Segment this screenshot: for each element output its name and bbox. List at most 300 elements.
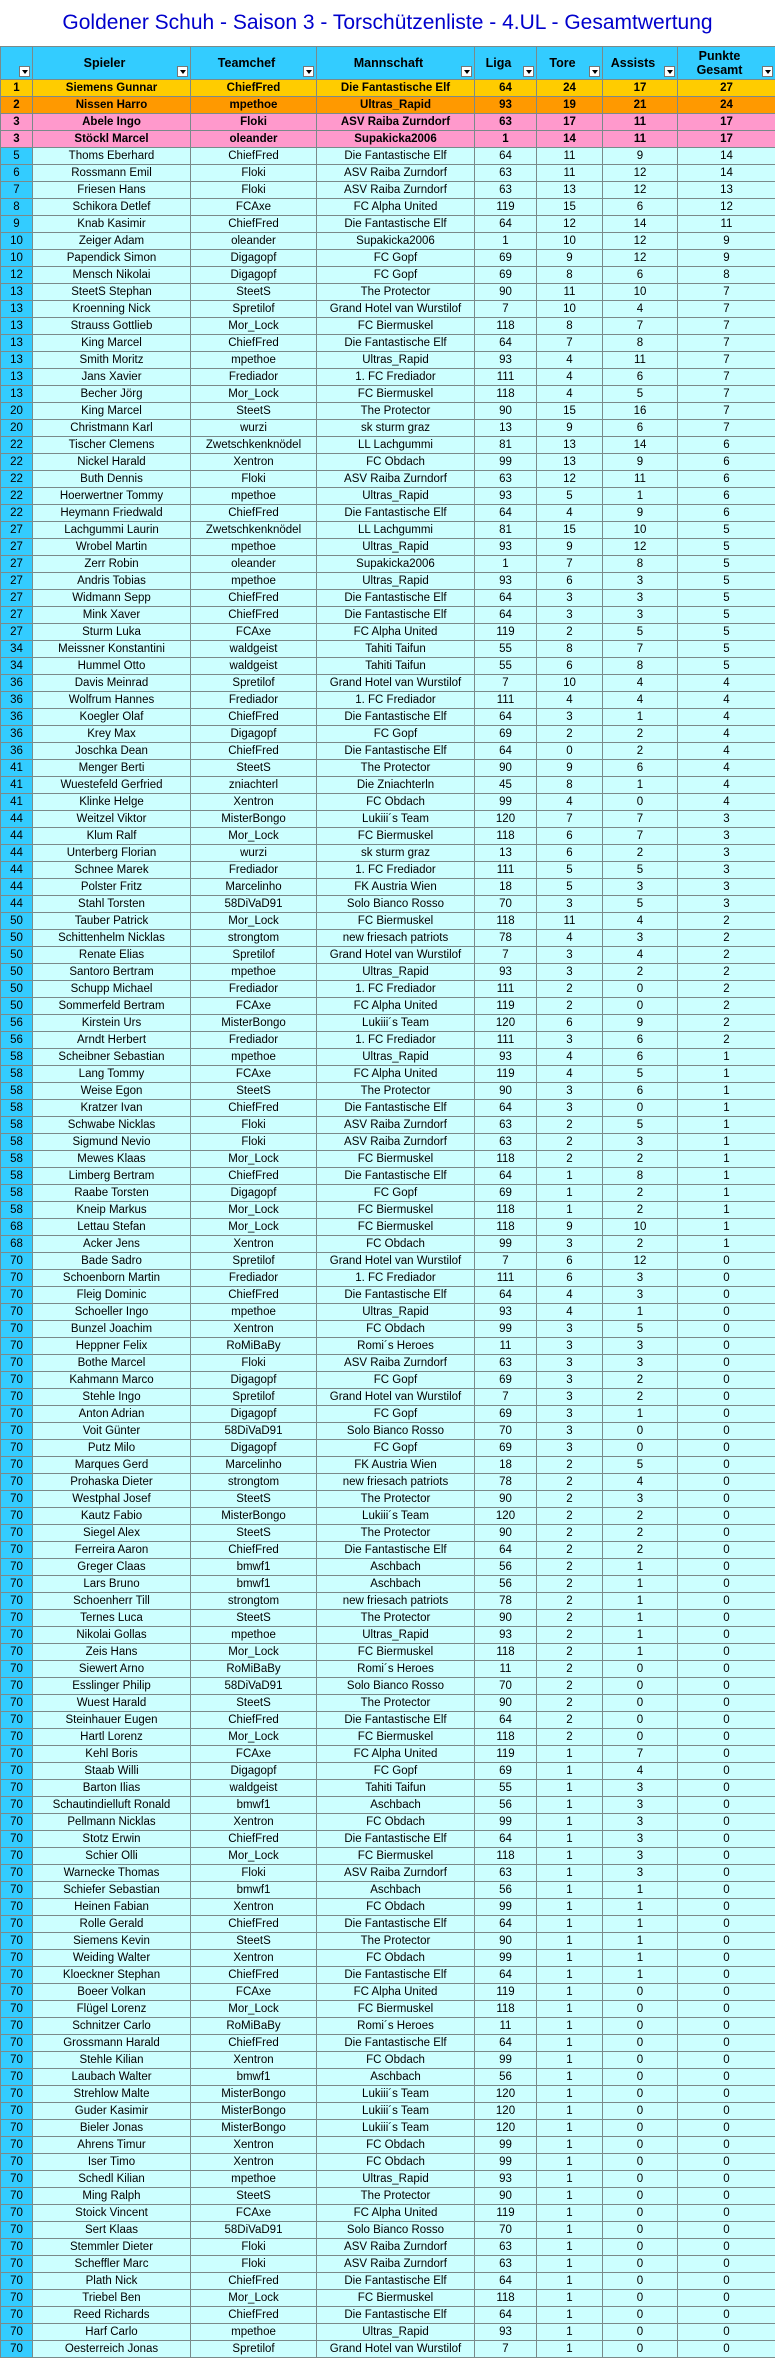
rank-cell: 27 [1, 607, 33, 624]
teamchef-cell: mpethoe [191, 2171, 317, 2188]
teamchef-cell: waldgeist [191, 1780, 317, 1797]
player-cell: Nickel Harald [33, 454, 191, 471]
assists-cell: 0 [603, 1661, 678, 1678]
rank-cell: 70 [1, 2324, 33, 2341]
goals-cell: 1 [537, 2137, 603, 2154]
goals-cell: 10 [537, 301, 603, 318]
table-row [1, 522, 775, 539]
team-cell: Die Fantastische Elf [317, 1542, 475, 1559]
assists-cell: 0 [603, 1423, 678, 1440]
goals-cell: 3 [537, 1372, 603, 1389]
player-cell: Kloeckner Stephan [33, 1967, 191, 1984]
goals-cell: 1 [537, 2154, 603, 2171]
assists-cell: 1 [603, 1933, 678, 1950]
player-cell: Wolfrum Hannes [33, 692, 191, 709]
team-cell: Die Fantastische Elf [317, 1168, 475, 1185]
filter-dropdown-icon[interactable] [303, 66, 314, 77]
liga-cell: 118 [475, 1848, 537, 1865]
assists-cell: 9 [603, 505, 678, 522]
table-row [1, 1763, 775, 1780]
table-row [1, 301, 775, 318]
teamchef-cell: oleander [191, 233, 317, 250]
points-cell: 7 [678, 352, 775, 369]
rank-cell: 6 [1, 165, 33, 182]
player-cell: Friesen Hans [33, 182, 191, 199]
rank-cell: 22 [1, 454, 33, 471]
team-cell: The Protector [317, 1933, 475, 1950]
table-row [1, 692, 775, 709]
goals-cell: 3 [537, 1338, 603, 1355]
teamchef-cell: ChiefFred [191, 1542, 317, 1559]
liga-cell: 55 [475, 658, 537, 675]
rank-cell: 68 [1, 1236, 33, 1253]
points-cell: 1 [678, 1151, 775, 1168]
table-row [1, 1831, 775, 1848]
teamchef-cell: Xentron [191, 1321, 317, 1338]
goals-cell: 1 [537, 2188, 603, 2205]
rank-cell: 44 [1, 828, 33, 845]
teamchef-cell: Digagopf [191, 1372, 317, 1389]
goals-cell: 4 [537, 369, 603, 386]
teamchef-cell: Mor_Lock [191, 1729, 317, 1746]
col-header-mannschaft[interactable] [317, 47, 475, 80]
assists-cell: 0 [603, 2103, 678, 2120]
teamchef-cell: Spretilof [191, 675, 317, 692]
team-cell: Solo Bianco Rosso [317, 1678, 475, 1695]
team-cell: The Protector [317, 1610, 475, 1627]
liga-cell: 93 [475, 1049, 537, 1066]
team-cell: Aschbach [317, 1576, 475, 1593]
goals-cell: 1 [537, 1967, 603, 1984]
team-cell: Lukiii´s Team [317, 1015, 475, 1032]
table-row [1, 1100, 775, 1117]
teamchef-cell: SteetS [191, 1695, 317, 1712]
teamchef-cell: Floki [191, 1355, 317, 1372]
assists-cell: 1 [603, 1899, 678, 1916]
points-cell: 1 [678, 1202, 775, 1219]
points-cell: 1 [678, 1219, 775, 1236]
teamchef-cell: FCAxe [191, 1746, 317, 1763]
liga-cell: 99 [475, 1236, 537, 1253]
player-cell: Flügel Lorenz [33, 2001, 191, 2018]
player-cell: Papendick Simon [33, 250, 191, 267]
player-cell: Schautindielluft Ronald [33, 1797, 191, 1814]
col-header-teamchef[interactable] [191, 47, 317, 80]
points-cell: 0 [678, 1372, 775, 1389]
assists-cell: 2 [603, 1372, 678, 1389]
player-cell: Anton Adrian [33, 1406, 191, 1423]
points-cell: 9 [678, 250, 775, 267]
rank-cell: 13 [1, 369, 33, 386]
col-header-liga[interactable] [475, 47, 537, 80]
player-cell: Triebel Ben [33, 2290, 191, 2307]
assists-cell: 4 [603, 1763, 678, 1780]
player-cell: Nikolai Gollas [33, 1627, 191, 1644]
teamchef-cell: bmwf1 [191, 2069, 317, 2086]
liga-cell: 70 [475, 1678, 537, 1695]
filter-dropdown-icon[interactable] [589, 66, 600, 77]
player-cell: Schnee Marek [33, 862, 191, 879]
player-cell: Pellmann Nicklas [33, 1814, 191, 1831]
liga-cell: 111 [475, 862, 537, 879]
rank-cell: 70 [1, 1423, 33, 1440]
table-row [1, 1542, 775, 1559]
table-row [1, 811, 775, 828]
assists-cell: 9 [603, 454, 678, 471]
assists-cell: 0 [603, 2341, 678, 2358]
assists-cell: 3 [603, 590, 678, 607]
team-cell: FC Biermuskel [317, 1202, 475, 1219]
liga-cell: 111 [475, 981, 537, 998]
rank-cell: 10 [1, 233, 33, 250]
goals-cell: 3 [537, 607, 603, 624]
goals-cell: 3 [537, 964, 603, 981]
col-header-spieler[interactable] [33, 47, 191, 80]
goals-cell: 24 [537, 80, 603, 97]
team-cell: FC Biermuskel [317, 1219, 475, 1236]
assists-cell: 5 [603, 1117, 678, 1134]
player-cell: Santoro Bertram [33, 964, 191, 981]
teamchef-cell: Mor_Lock [191, 2290, 317, 2307]
liga-cell: 69 [475, 1406, 537, 1423]
player-cell: Steinhauer Eugen [33, 1712, 191, 1729]
team-cell: FC Biermuskel [317, 828, 475, 845]
team-cell: FC Obdach [317, 1899, 475, 1916]
assists-cell: 5 [603, 386, 678, 403]
team-cell: The Protector [317, 2188, 475, 2205]
player-cell: Grossmann Harald [33, 2035, 191, 2052]
goals-cell: 2 [537, 1576, 603, 1593]
teamchef-cell: ChiefFred [191, 709, 317, 726]
player-cell: Esslinger Philip [33, 1678, 191, 1695]
liga-cell: 1 [475, 556, 537, 573]
filter-dropdown-icon[interactable] [762, 66, 773, 77]
assists-cell: 6 [603, 267, 678, 284]
col-header-tore[interactable] [537, 47, 603, 80]
player-cell: Schupp Michael [33, 981, 191, 998]
teamchef-cell: ChiefFred [191, 2273, 317, 2290]
assists-cell: 9 [603, 148, 678, 165]
table-row [1, 318, 775, 335]
assists-cell: 12 [603, 233, 678, 250]
team-cell: FC Gopf [317, 1372, 475, 1389]
points-cell: 6 [678, 505, 775, 522]
team-cell: Ultras_Rapid [317, 488, 475, 505]
liga-cell: 93 [475, 1304, 537, 1321]
table-row [1, 1406, 775, 1423]
player-cell: Tischer Clemens [33, 437, 191, 454]
assists-cell: 0 [603, 1712, 678, 1729]
goals-cell: 4 [537, 352, 603, 369]
assists-cell: 2 [603, 964, 678, 981]
teamchef-cell: RoMiBaBy [191, 1661, 317, 1678]
liga-cell: 99 [475, 1814, 537, 1831]
table-row [1, 1474, 775, 1491]
team-cell: FK Austria Wien [317, 1457, 475, 1474]
player-cell: Stemmler Dieter [33, 2239, 191, 2256]
points-cell: 1 [678, 1117, 775, 1134]
assists-cell: 7 [603, 318, 678, 335]
teamchef-cell: strongtom [191, 1474, 317, 1491]
assists-cell: 6 [603, 1083, 678, 1100]
assists-cell: 1 [603, 488, 678, 505]
table-row [1, 1967, 775, 1984]
liga-cell: 1 [475, 233, 537, 250]
points-cell: 0 [678, 1355, 775, 1372]
liga-cell: 64 [475, 607, 537, 624]
points-cell: 4 [678, 675, 775, 692]
team-cell: ASV Raiba Zurndorf [317, 1355, 475, 1372]
teamchef-cell: RoMiBaBy [191, 2018, 317, 2035]
player-cell: Abele Ingo [33, 114, 191, 131]
team-cell: Grand Hotel van Wurstilof [317, 2341, 475, 2358]
col-header-rank[interactable] [1, 47, 33, 80]
points-cell: 0 [678, 1270, 775, 1287]
goals-cell: 2 [537, 1508, 603, 1525]
table-row [1, 1661, 775, 1678]
table-row [1, 2188, 775, 2205]
points-cell: 0 [678, 2052, 775, 2069]
liga-cell: 90 [475, 2188, 537, 2205]
points-cell: 0 [678, 1525, 775, 1542]
teamchef-cell: Floki [191, 1117, 317, 1134]
table-row [1, 1848, 775, 1865]
team-cell: Ultras_Rapid [317, 352, 475, 369]
teamchef-cell: Mor_Lock [191, 1151, 317, 1168]
teamchef-cell: Frediador [191, 369, 317, 386]
points-cell: 1 [678, 1168, 775, 1185]
goals-cell: 9 [537, 420, 603, 437]
goals-cell: 2 [537, 1474, 603, 1491]
points-cell: 0 [678, 2069, 775, 2086]
goals-cell: 1 [537, 2069, 603, 2086]
points-cell: 2 [678, 1015, 775, 1032]
points-cell: 6 [678, 488, 775, 505]
assists-cell: 0 [603, 2137, 678, 2154]
team-cell: FC Alpha United [317, 1746, 475, 1763]
liga-cell: 63 [475, 2239, 537, 2256]
table-row [1, 1610, 775, 1627]
table-row [1, 675, 775, 692]
liga-cell: 111 [475, 1270, 537, 1287]
team-cell: The Protector [317, 760, 475, 777]
player-cell: Harf Carlo [33, 2324, 191, 2341]
teamchef-cell: mpethoe [191, 97, 317, 114]
liga-cell: 7 [475, 947, 537, 964]
team-cell: Solo Bianco Rosso [317, 2222, 475, 2239]
col-header-label: Liga [485, 56, 512, 70]
goals-cell: 6 [537, 1270, 603, 1287]
teamchef-cell: ChiefFred [191, 1831, 317, 1848]
points-cell: 7 [678, 403, 775, 420]
table-row [1, 2086, 775, 2103]
teamchef-cell: bmwf1 [191, 1576, 317, 1593]
team-cell: ASV Raiba Zurndorf [317, 1865, 475, 1882]
liga-cell: 64 [475, 335, 537, 352]
rank-cell: 27 [1, 624, 33, 641]
assists-cell: 14 [603, 216, 678, 233]
rank-cell: 58 [1, 1049, 33, 1066]
filter-dropdown-icon[interactable] [19, 66, 30, 77]
player-cell: Scheffler Marc [33, 2256, 191, 2273]
assists-cell: 11 [603, 352, 678, 369]
table-row [1, 488, 775, 505]
liga-cell: 56 [475, 1559, 537, 1576]
goals-cell: 4 [537, 692, 603, 709]
player-cell: Polster Fritz [33, 879, 191, 896]
filter-dropdown-icon[interactable] [664, 66, 675, 77]
liga-cell: 119 [475, 199, 537, 216]
rank-cell: 68 [1, 1219, 33, 1236]
player-cell: Sturm Luka [33, 624, 191, 641]
player-cell: Bieler Jonas [33, 2120, 191, 2137]
liga-cell: 7 [475, 1389, 537, 1406]
points-cell: 0 [678, 1865, 775, 1882]
player-cell: Strehlow Malte [33, 2086, 191, 2103]
rank-cell: 9 [1, 216, 33, 233]
assists-cell: 0 [603, 1100, 678, 1117]
teamchef-cell: ChiefFred [191, 80, 317, 97]
assists-cell: 8 [603, 335, 678, 352]
player-cell: Kroenning Nick [33, 301, 191, 318]
team-cell: Lukiii´s Team [317, 2086, 475, 2103]
table-row [1, 1423, 775, 1440]
table-row [1, 862, 775, 879]
assists-cell: 2 [603, 1508, 678, 1525]
liga-cell: 18 [475, 879, 537, 896]
assists-cell: 3 [603, 879, 678, 896]
filter-dropdown-icon[interactable] [523, 66, 534, 77]
assists-cell: 0 [603, 2001, 678, 2018]
points-cell: 0 [678, 2273, 775, 2290]
assists-cell: 21 [603, 97, 678, 114]
filter-dropdown-icon[interactable] [461, 66, 472, 77]
teamchef-cell: Digagopf [191, 250, 317, 267]
teamchef-cell: SteetS [191, 284, 317, 301]
player-cell: Staab Willi [33, 1763, 191, 1780]
filter-dropdown-icon[interactable] [177, 66, 188, 77]
table-row [1, 2290, 775, 2307]
team-cell: FC Biermuskel [317, 318, 475, 335]
assists-cell: 7 [603, 1746, 678, 1763]
table-row [1, 879, 775, 896]
player-cell: Klum Ralf [33, 828, 191, 845]
teamchef-cell: Mor_Lock [191, 1219, 317, 1236]
table-row [1, 2256, 775, 2273]
team-cell: Grand Hotel van Wurstilof [317, 301, 475, 318]
assists-cell: 0 [603, 2035, 678, 2052]
col-header-label: Punkte Gesamt [696, 49, 743, 77]
player-cell: Zerr Robin [33, 556, 191, 573]
team-cell: Ultras_Rapid [317, 573, 475, 590]
rank-cell: 27 [1, 573, 33, 590]
team-cell: FC Alpha United [317, 1066, 475, 1083]
liga-cell: 69 [475, 1763, 537, 1780]
table-row [1, 182, 775, 199]
points-cell: 6 [678, 454, 775, 471]
team-cell: Lukiii´s Team [317, 2120, 475, 2137]
player-cell: Barton Ilias [33, 1780, 191, 1797]
player-cell: Putz Milo [33, 1440, 191, 1457]
assists-cell: 3 [603, 1270, 678, 1287]
player-cell: Kneip Markus [33, 1202, 191, 1219]
assists-cell: 0 [603, 1984, 678, 2001]
col-header-punkte[interactable] [678, 47, 775, 80]
rank-cell: 13 [1, 352, 33, 369]
rank-cell: 70 [1, 1933, 33, 1950]
rank-cell: 58 [1, 1168, 33, 1185]
points-cell: 7 [678, 386, 775, 403]
rank-cell: 12 [1, 267, 33, 284]
goals-cell: 1 [537, 2239, 603, 2256]
table-row [1, 2001, 775, 2018]
table-row [1, 1865, 775, 1882]
teamchef-cell: Xentron [191, 1814, 317, 1831]
player-cell: Renate Elias [33, 947, 191, 964]
rank-cell: 58 [1, 1151, 33, 1168]
rank-cell: 22 [1, 488, 33, 505]
team-cell: sk sturm graz [317, 420, 475, 437]
assists-cell: 7 [603, 641, 678, 658]
goals-cell: 1 [537, 1916, 603, 1933]
col-header-assists[interactable] [603, 47, 678, 80]
rank-cell: 70 [1, 1746, 33, 1763]
table-row [1, 1032, 775, 1049]
goals-cell: 1 [537, 2256, 603, 2273]
player-cell: Heymann Friedwald [33, 505, 191, 522]
table-row [1, 2052, 775, 2069]
player-cell: Sert Klaas [33, 2222, 191, 2239]
assists-cell: 3 [603, 1797, 678, 1814]
assists-cell: 0 [603, 794, 678, 811]
table-row [1, 1627, 775, 1644]
col-header-label: Teamchef [217, 56, 276, 70]
team-cell: The Protector [317, 1695, 475, 1712]
rank-cell: 58 [1, 1185, 33, 1202]
teamchef-cell: Floki [191, 1134, 317, 1151]
points-cell: 3 [678, 845, 775, 862]
rank-cell: 70 [1, 1678, 33, 1695]
points-cell: 5 [678, 590, 775, 607]
points-cell: 5 [678, 658, 775, 675]
team-cell: ASV Raiba Zurndorf [317, 1117, 475, 1134]
team-cell: Supakicka2006 [317, 556, 475, 573]
points-cell: 12 [678, 199, 775, 216]
rank-cell: 50 [1, 964, 33, 981]
points-cell: 0 [678, 1423, 775, 1440]
teamchef-cell: Floki [191, 2256, 317, 2273]
liga-cell: 11 [475, 2018, 537, 2035]
points-cell: 2 [678, 1032, 775, 1049]
rank-cell: 36 [1, 743, 33, 760]
table-row [1, 80, 775, 97]
team-cell: FC Biermuskel [317, 1151, 475, 1168]
table-row [1, 1015, 775, 1032]
teamchef-cell: MisterBongo [191, 1508, 317, 1525]
table-row [1, 1355, 775, 1372]
goals-cell: 15 [537, 199, 603, 216]
goals-cell: 1 [537, 1780, 603, 1797]
player-cell: Iser Timo [33, 2154, 191, 2171]
teamchef-cell: strongtom [191, 1593, 317, 1610]
assists-cell: 1 [603, 1916, 678, 1933]
goals-cell: 6 [537, 658, 603, 675]
teamchef-cell: SteetS [191, 403, 317, 420]
team-cell: The Protector [317, 1525, 475, 1542]
liga-cell: 119 [475, 2205, 537, 2222]
table-row [1, 1304, 775, 1321]
assists-cell: 6 [603, 1049, 678, 1066]
